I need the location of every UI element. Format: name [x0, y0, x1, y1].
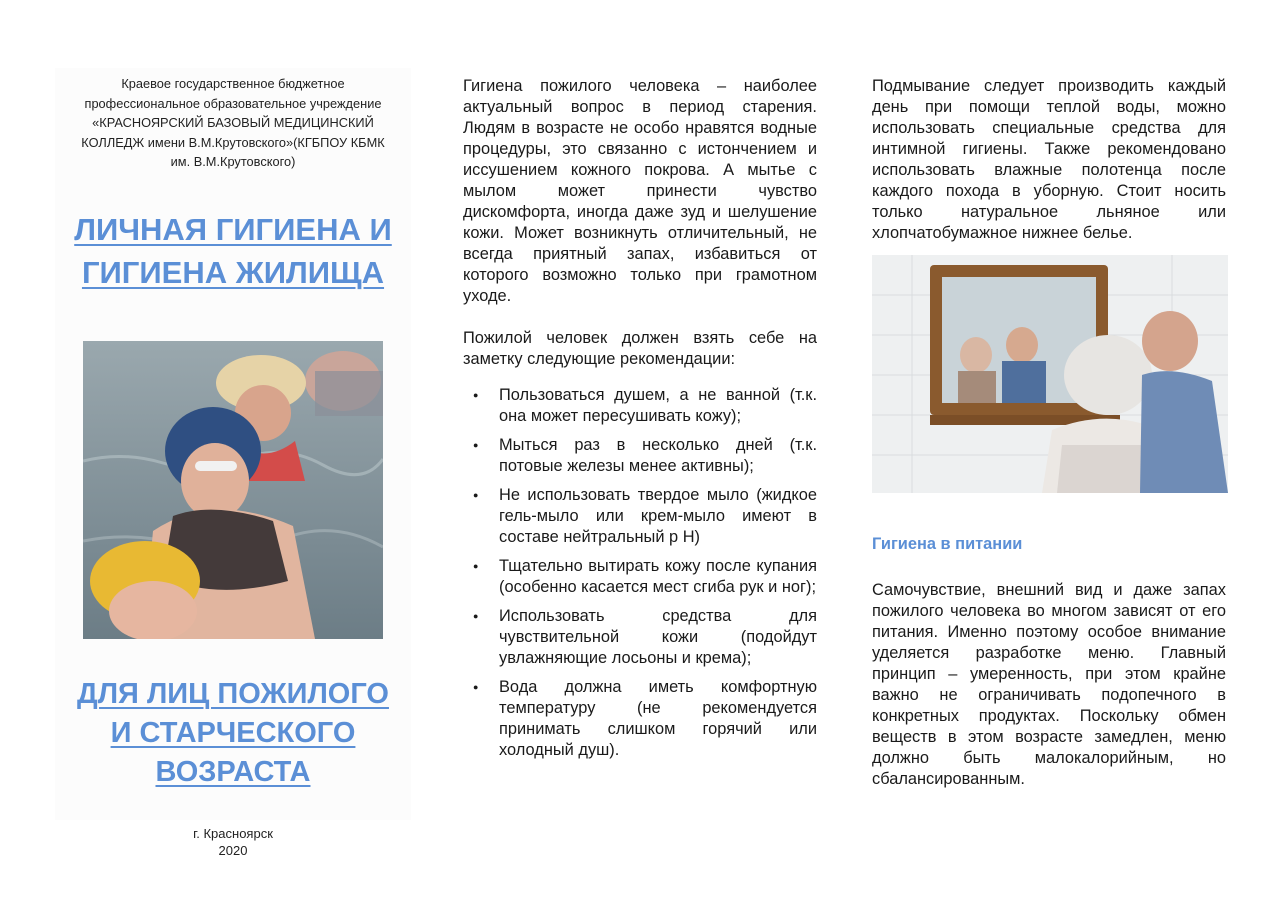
list-item: ● Пользоваться душем, а не ванной (т.к. она может пересушивать кожу);: [463, 385, 817, 427]
subtitle-line: И СТАРЧЕСКОГО: [110, 716, 356, 749]
list-item: ● Тщательно вытирать кожу после купания (особенно касается мест сгиба рук и ног);: [463, 556, 817, 598]
elderly-women-swimming-photo: [83, 341, 383, 639]
hygiene-column: [463, 76, 817, 769]
elderly-couple-brushing-teeth-photo: [872, 255, 1228, 493]
title-line: ЛИЧНАЯ ГИГИЕНА И: [74, 211, 392, 247]
cover-panel: [55, 68, 411, 858]
org-line: «КРАСНОЯРСКИЙ БАЗОВЫЙ МЕДИЦИНСКИЙ: [92, 115, 374, 130]
list-item: ● Не использовать твердое мыло (жидкое гель-мыло или крем-мыло имеют в составе нейтральный р Н): [463, 485, 817, 548]
intimate-hygiene-paragraph: Подмывание следует производить каждый день при помощи теплой воды, можно использовать специальные средства для интимной гигиены. Также рекомендовано использовать влажные полотенца после каждого похода в уборную. Стоит носить только натуральное льняное или хлопчатобумажное нижнее белье.: [872, 77, 1226, 242]
org-line: им. В.М.Крутовского): [170, 154, 296, 169]
year: 2020: [218, 842, 248, 858]
org-line: Краевое государственное бюджетное: [121, 76, 345, 91]
list-item: ● Мыться раз в несколько дней (т.к. потовые железы менее активны);: [463, 435, 817, 477]
brochure-title: [55, 208, 411, 294]
intimate-hygiene-column: [872, 76, 1226, 790]
organization-name: [55, 74, 411, 172]
recommendations-lead: Пожилой человек должен взять себе на заметку следующие рекомендации:: [463, 329, 817, 368]
city: г. Красноярск: [193, 825, 273, 841]
subtitle-line: ВОЗРАСТА: [155, 755, 311, 788]
bathroom-photo-illustration: [872, 255, 1228, 493]
swimming-photo-illustration: [83, 341, 383, 639]
nutrition-heading: Гигиена в питании: [872, 535, 1023, 553]
org-line: КОЛЛЕДЖ имени В.М.Крутовского»(КГБПОУ КБМК: [81, 134, 385, 150]
nutrition-paragraph: Самочувствие, внешний вид и даже запах пожилого человека во многом зависят от его питания. Именно поэтому особое внимание уделяется разработке меню. Главный принцип – умеренность, при этом крайне важно не ограничивать подопечного в конкретных продуктах. Поскольку обмен веществ в этом возрасте замедлен, меню должно быть малокалорийным, но сбалансированным.: [872, 581, 1226, 788]
brochure-subtitle: [55, 675, 411, 792]
list-item: ● Вода должна иметь комфортную температуру (не рекомендуется принимать слишком горячий или холодный душ).: [463, 677, 817, 761]
org-line: профессиональное образовательное учреждение: [84, 95, 382, 111]
list-item: ● Использовать средства для чувствительной кожи (подойдут увлажняющие лосьоны и крема);: [463, 606, 817, 669]
title-line: ГИГИЕНА ЖИЛИЩА: [81, 254, 385, 290]
publication-info: [55, 825, 411, 859]
intro-paragraph: Гигиена пожилого человека – наиболее актуальный вопрос в период старения. Людям в возрасте не особо нравятся водные процедуры, это связанно с истончением и иссушением кожного покрова. А мытье с мылом может принести чувство дискомфорта, иногда даже зуд и шелушение кожи. Может возникнуть отличительный, не всегда приятный запах, избавиться от которого возможно только при грамотном уходе.: [463, 77, 817, 305]
subtitle-line: ДЛЯ ЛИЦ ПОЖИЛОГО: [77, 677, 389, 710]
recommendations-list: [463, 385, 817, 761]
